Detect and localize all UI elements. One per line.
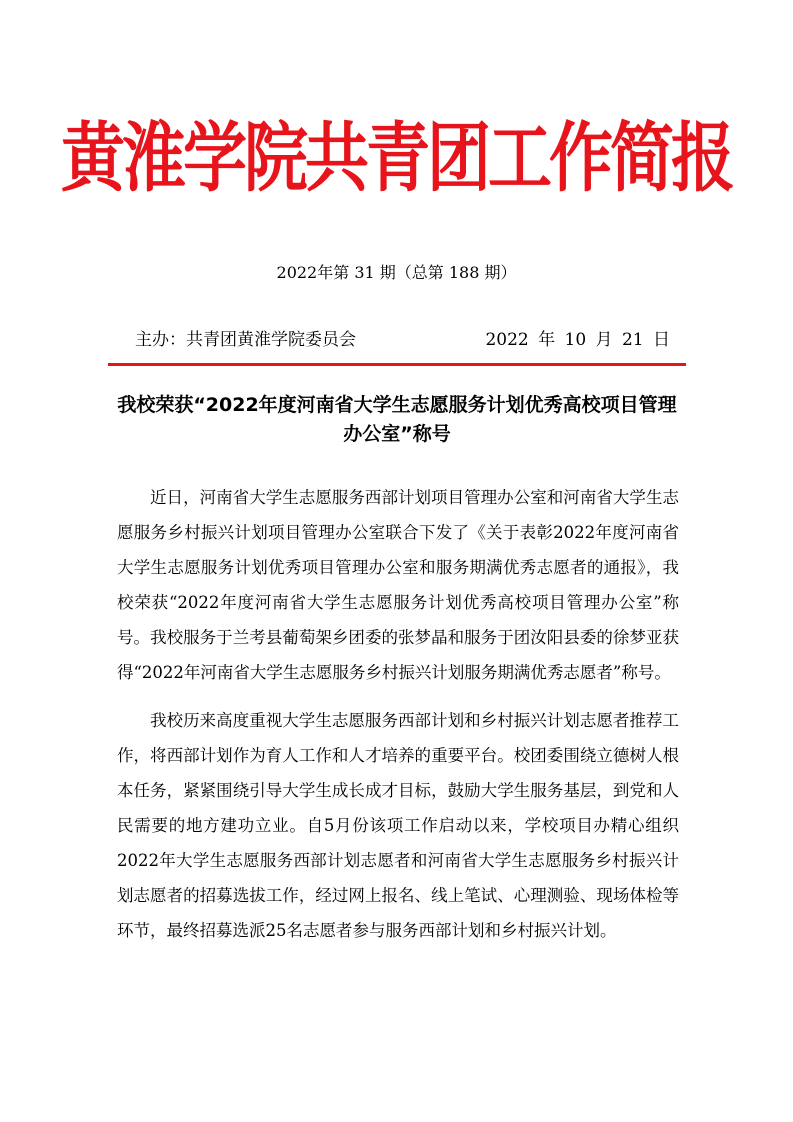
article-paragraph: 近日，河南省大学生志愿服务西部计划项目管理办公室和河南省大学生志愿服务乡村振兴计划项目管理办公室联合下发了《关于表彰2022年度河南省大学生志愿服务计划优秀项目管理办公室和服务期满优秀志愿者的通报》，我校荣获“2022年度河南省大学生志愿服务计划优秀高校项目管理办公室”称号。我校服务于兰考县葡萄架乡团委的张梦晶和服务于团汝阳县委的徐梦亚获得“2022年河南省大学生志愿服务乡村振兴计划服务期满优秀志愿者”称号。 bbox=[117, 488, 679, 682]
masthead-title: 黄淮学院共青团工作简报 bbox=[61, 115, 732, 203]
header-divider bbox=[108, 363, 686, 366]
article-title: 我校荣获“2022年度河南省大学生志愿服务计划优秀高校项目管理办公室”称号 bbox=[117, 394, 677, 445]
issue-date: 2022 年 10 月 21 日 bbox=[485, 330, 670, 350]
article-body bbox=[117, 480, 679, 961]
sponsor-row bbox=[135, 328, 670, 352]
sponsor-label: 主办：共青团黄淮学院委员会 bbox=[135, 330, 356, 350]
issue-number: 2022年第 31 期（总第 188 期） bbox=[276, 263, 517, 282]
article-paragraph: 我校历来高度重视大学生志愿服务西部计划和乡村振兴计划志愿者推荐工作，将西部计划作为育人工作和人才培养的重要平台。校团委围绕立德树人根本任务，紧紧围绕引导大学生成长成才目标，鼓励大学生服务基层，到党和人民需要的地方建功立业。自5月份该项工作启动以来，学校项目办精心组织2022年大学生志愿服务西部计划志愿者和河南省大学生志愿服务乡村振兴计划志愿者的招募选拔工作，经过网上报名、线上笔试、心理测验、现场体检等环节，最终招募选派25名志愿者参与服务西部计划和乡村振兴计划。 bbox=[117, 711, 679, 940]
